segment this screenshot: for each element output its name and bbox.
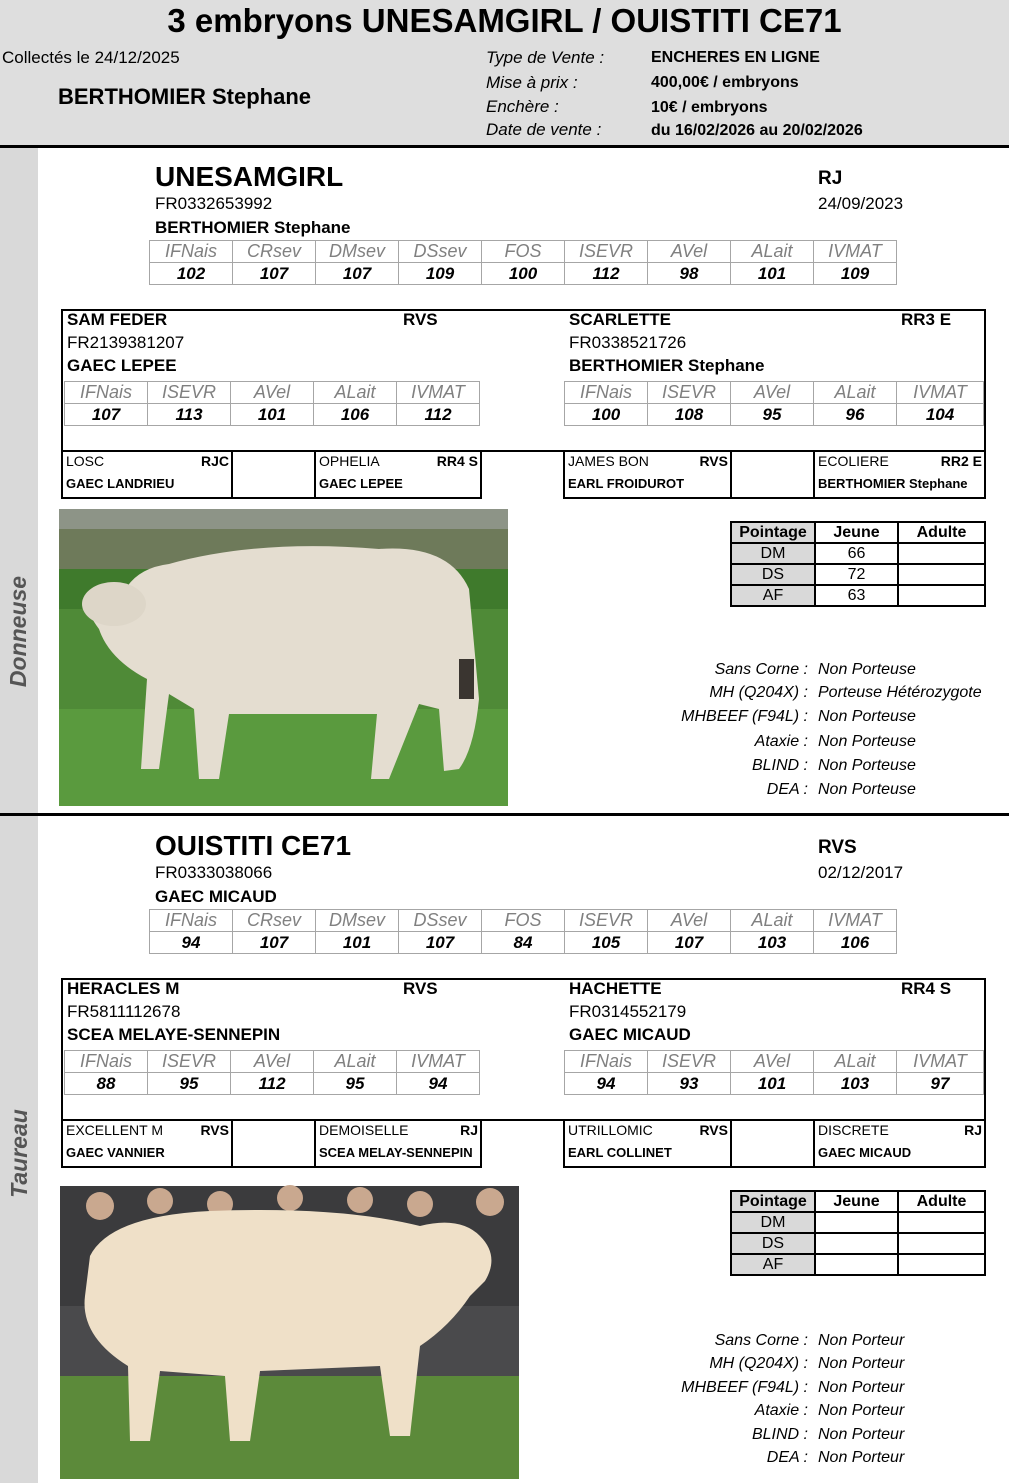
page-title: 3 embryons UNESAMGIRL / OUISTITI CE71: [167, 2, 842, 39]
genetic-value: Non Porteur: [818, 1426, 905, 1443]
genetic-value: Non Porteuse: [818, 708, 916, 725]
animal-id: FR0333038066: [155, 863, 273, 882]
pointage-row-label: AF: [731, 585, 815, 606]
grandparent-cell: [563, 450, 732, 499]
grandparent-blank: [231, 1119, 316, 1168]
pointage-adulte: [898, 1233, 985, 1254]
index-value: 101: [316, 932, 399, 954]
pointage-table: [730, 521, 986, 607]
index-value: 95: [148, 1073, 231, 1095]
sire-index-table: [64, 1050, 480, 1095]
genetic-label: MH (Q204X) :: [709, 684, 808, 701]
animal-birth-date: 24/09/2023: [818, 194, 904, 213]
grandparent-code: RR4 S: [436, 453, 478, 469]
index-header: ALait: [814, 382, 897, 404]
sale-date-value: du 16/02/2026 au 20/02/2026: [651, 122, 863, 139]
animal-id: FR0332653992: [155, 194, 273, 213]
grandparent-owner: BERTHOMIER Stephane: [818, 476, 968, 491]
grandparent-owner: EARL FROIDUROT: [568, 476, 685, 491]
genetic-value: Non Porteur: [818, 1379, 905, 1396]
genetic-value: Non Porteur: [818, 1355, 905, 1372]
pointage-jeune: [815, 1254, 898, 1275]
dam-code: RR4 S: [901, 979, 952, 998]
donor-section-label: Donneuse: [5, 575, 32, 687]
index-header: IVMAT: [897, 382, 984, 404]
genetic-label: DEA :: [766, 781, 808, 798]
genetic-label: Sans Corne :: [714, 661, 808, 678]
genetic-label: MHBEEF (F94L) :: [681, 708, 808, 725]
index-value: 112: [231, 1073, 314, 1095]
index-header: DSsev: [399, 910, 482, 932]
sire-owner: SCEA MELAYE-SENNEPIN: [67, 1025, 281, 1044]
grandparent-code: RVS: [699, 1122, 728, 1138]
sale-price-label: Mise à prix :: [486, 73, 578, 92]
sale-type-label: Type de Vente :: [486, 48, 605, 67]
pointage-table: [730, 1190, 986, 1276]
index-value: 103: [814, 1073, 897, 1095]
index-value: 107: [399, 932, 482, 954]
breeder-name: BERTHOMIER Stephane: [58, 84, 312, 109]
index-value: 108: [648, 404, 731, 426]
grandparent-owner: GAEC MICAUD: [818, 1145, 912, 1160]
pointage-adulte: [898, 564, 985, 585]
pointage-jeune: 72: [815, 564, 898, 585]
grandparent-name: JAMES BON: [568, 453, 649, 469]
dam-name: HACHETTE: [569, 979, 662, 998]
grandparent-code: RJ: [964, 1122, 982, 1138]
grandparent-cell: [61, 1119, 233, 1168]
grandparent-code: RR2 E: [940, 453, 982, 469]
index-value: 84: [482, 932, 565, 954]
index-value: 94: [397, 1073, 480, 1095]
index-header: IFNais: [565, 1051, 648, 1073]
index-header: IFNais: [65, 382, 148, 404]
sire-index-table: [64, 381, 480, 426]
index-header: IFNais: [150, 241, 233, 263]
animal-photo: [60, 1186, 519, 1479]
index-value: 95: [314, 1073, 397, 1095]
pointage-header: Pointage: [731, 522, 815, 543]
grandparent-name: UTRILLOMIC: [568, 1122, 653, 1138]
index-value: 95: [731, 404, 814, 426]
sire-owner: GAEC LEPEE: [67, 356, 177, 375]
index-value: 112: [565, 263, 648, 285]
pointage-adulte: [898, 543, 985, 564]
animal-index-table: [149, 909, 897, 954]
grandparent-blank: [730, 450, 815, 499]
index-header: AVel: [648, 910, 731, 932]
index-value: 103: [731, 932, 814, 954]
genetic-label: Sans Corne :: [714, 1332, 808, 1349]
genetic-label: BLIND :: [751, 757, 808, 774]
sale-type-value: ENCHERES EN LIGNE: [651, 49, 820, 66]
index-value: 113: [148, 404, 231, 426]
index-value: 106: [314, 404, 397, 426]
index-header: ISEVR: [648, 382, 731, 404]
index-header: ISEVR: [565, 910, 648, 932]
genetic-value: Non Porteuse: [818, 757, 916, 774]
genetic-label: MH (Q204X) :: [709, 1355, 808, 1372]
index-value: 109: [814, 263, 897, 285]
index-header: IVMAT: [814, 910, 897, 932]
sale-bid-value: 10€ / embryons: [651, 99, 768, 116]
genetic-label: BLIND :: [751, 1426, 808, 1443]
grandparent-cell: [61, 450, 233, 499]
index-value: 93: [648, 1073, 731, 1095]
genetic-label: DEA :: [766, 1449, 808, 1466]
index-header: ALait: [731, 241, 814, 263]
grandparent-cell: [813, 450, 986, 499]
index-value: 112: [397, 404, 480, 426]
animal-name: OUISTITI CE71: [155, 830, 352, 861]
animal-photo: [59, 509, 508, 806]
section-divider: [0, 813, 1009, 816]
index-header: ISEVR: [148, 1051, 231, 1073]
genetic-value: Non Porteuse: [818, 733, 916, 750]
index-header: AVel: [731, 1051, 814, 1073]
index-value: 98: [648, 263, 731, 285]
animal-index-table: [149, 240, 897, 285]
index-header: DMsev: [316, 241, 399, 263]
pointage-row-label: DS: [731, 564, 815, 585]
sale-price-value: 400,00€ / embryons: [651, 74, 799, 91]
index-header: FOS: [482, 910, 565, 932]
index-value: 100: [482, 263, 565, 285]
index-value: 94: [150, 932, 233, 954]
sale-bid-label: Enchère :: [486, 97, 559, 116]
index-header: DMsev: [316, 910, 399, 932]
animal-name: UNESAMGIRL: [155, 161, 344, 192]
index-header: ISEVR: [648, 1051, 731, 1073]
grandparent-name: DEMOISELLE: [319, 1122, 409, 1138]
dam-owner: BERTHOMIER Stephane: [569, 356, 765, 375]
index-header: CRsev: [233, 241, 316, 263]
genetic-label: MHBEEF (F94L) :: [681, 1379, 808, 1396]
animal-owner: BERTHOMIER Stephane: [155, 218, 351, 237]
pointage-adulte: [898, 585, 985, 606]
dam-id: FR0338521726: [569, 333, 687, 352]
pointage-jeune: [815, 1233, 898, 1254]
pointage-jeune: 66: [815, 543, 898, 564]
genetic-value: Non Porteuse: [818, 661, 916, 678]
animal-owner: GAEC MICAUD: [155, 887, 277, 906]
grandparent-name: DISCRETE: [818, 1122, 889, 1138]
grandparent-code: RJ: [460, 1122, 478, 1138]
index-header: IVMAT: [814, 241, 897, 263]
animal-birth-date: 02/12/2017: [818, 863, 904, 882]
index-header: AVel: [648, 241, 731, 263]
index-value: 104: [897, 404, 984, 426]
grandparent-name: ECOLIERE: [818, 453, 889, 469]
index-value: 107: [648, 932, 731, 954]
index-header: ISEVR: [148, 382, 231, 404]
collection-date: Collectés le 24/12/2025: [2, 48, 180, 67]
index-value: 107: [65, 404, 148, 426]
dam-code: RR3 E: [901, 310, 952, 329]
sire-name: HERACLES M: [67, 979, 180, 998]
index-header: IVMAT: [897, 1051, 984, 1073]
index-header: IFNais: [565, 382, 648, 404]
sire-id: FR2139381207: [67, 333, 185, 352]
index-header: ALait: [731, 910, 814, 932]
index-value: 106: [814, 932, 897, 954]
index-header: IFNais: [150, 910, 233, 932]
pointage-header: Adulte: [898, 1191, 985, 1212]
pointage-header: Jeune: [815, 522, 898, 543]
pointage-adulte: [898, 1254, 985, 1275]
pointage-row-label: DM: [731, 1212, 815, 1233]
grandparent-name: LOSC: [66, 453, 105, 469]
sale-date-label: Date de vente :: [486, 120, 602, 139]
index-header: ALait: [814, 1051, 897, 1073]
animal-color-code: RVS: [818, 837, 857, 858]
index-value: 101: [231, 404, 314, 426]
index-value: 105: [565, 932, 648, 954]
index-header: ALait: [314, 382, 397, 404]
index-value: 109: [399, 263, 482, 285]
grandparent-code: RVS: [200, 1122, 229, 1138]
grandparent-name: OPHELIA: [319, 453, 380, 469]
dam-owner: GAEC MICAUD: [569, 1025, 691, 1044]
index-header: IFNais: [65, 1051, 148, 1073]
grandparent-cell: [813, 1119, 986, 1168]
index-header: AVel: [731, 382, 814, 404]
pointage-header: Jeune: [815, 1191, 898, 1212]
sire-code: RVS: [403, 310, 438, 329]
index-header: ISEVR: [565, 241, 648, 263]
index-value: 94: [565, 1073, 648, 1095]
index-value: 107: [316, 263, 399, 285]
index-value: 97: [897, 1073, 984, 1095]
index-value: 107: [233, 263, 316, 285]
genetic-label: Ataxie :: [754, 733, 808, 750]
index-value: 102: [150, 263, 233, 285]
sire-code: RVS: [403, 979, 438, 998]
grandparent-cell: [563, 1119, 732, 1168]
index-value: 88: [65, 1073, 148, 1095]
grandparent-name: EXCELLENT M: [66, 1122, 163, 1138]
index-header: AVel: [231, 1051, 314, 1073]
pointage-jeune: 63: [815, 585, 898, 606]
index-header: IVMAT: [397, 1051, 480, 1073]
sire-name: SAM FEDER: [67, 310, 168, 329]
grandparent-code: RVS: [699, 453, 728, 469]
sire-id: FR5811112678: [67, 1002, 181, 1021]
index-header: AVel: [231, 382, 314, 404]
index-header: IVMAT: [397, 382, 480, 404]
index-value: 107: [233, 932, 316, 954]
grandparent-code: RJC: [200, 453, 229, 469]
genetic-value: Non Porteur: [818, 1449, 905, 1466]
pointage-jeune: [815, 1212, 898, 1233]
genetic-value: Non Porteur: [818, 1402, 905, 1419]
pointage-header: Adulte: [898, 522, 985, 543]
genetic-value: Porteuse Hétérozygote: [818, 684, 982, 701]
pointage-row-label: DM: [731, 543, 815, 564]
animal-color-code: RJ: [818, 168, 843, 189]
dam-index-table: [564, 1050, 984, 1095]
genetic-label: Ataxie :: [754, 1402, 808, 1419]
dam-id: FR0314552179: [569, 1002, 687, 1021]
index-value: 96: [814, 404, 897, 426]
bull-side-strip: [0, 816, 38, 1483]
grandparent-owner: EARL COLLINET: [568, 1145, 672, 1160]
pointage-row-label: AF: [731, 1254, 815, 1275]
index-header: ALait: [314, 1051, 397, 1073]
index-header: CRsev: [233, 910, 316, 932]
pointage-adulte: [898, 1212, 985, 1233]
index-header: FOS: [482, 241, 565, 263]
index-header: DSsev: [399, 241, 482, 263]
pointage-row-label: DS: [731, 1233, 815, 1254]
index-value: 101: [731, 1073, 814, 1095]
grandparent-owner: GAEC VANNIER: [66, 1145, 165, 1160]
header-divider: [0, 145, 1009, 148]
index-value: 101: [731, 263, 814, 285]
grandparent-owner: SCEA MELAY-SENNEPIN: [319, 1145, 473, 1160]
index-value: 100: [565, 404, 648, 426]
dam-index-table: [564, 381, 984, 426]
pointage-header: Pointage: [731, 1191, 815, 1212]
grandparent-blank: [231, 450, 316, 499]
bull-section-label: Taureau: [5, 1108, 32, 1198]
dam-name: SCARLETTE: [569, 310, 671, 329]
grandparent-owner: GAEC LEPEE: [319, 476, 403, 491]
grandparent-cell: [314, 1119, 482, 1168]
donor-side-strip: [0, 148, 38, 813]
genetic-value: Non Porteur: [818, 1332, 905, 1349]
grandparent-cell: [314, 450, 482, 499]
grandparent-owner: GAEC LANDRIEU: [66, 476, 175, 491]
grandparent-blank: [730, 1119, 815, 1168]
genetic-value: Non Porteuse: [818, 781, 916, 798]
